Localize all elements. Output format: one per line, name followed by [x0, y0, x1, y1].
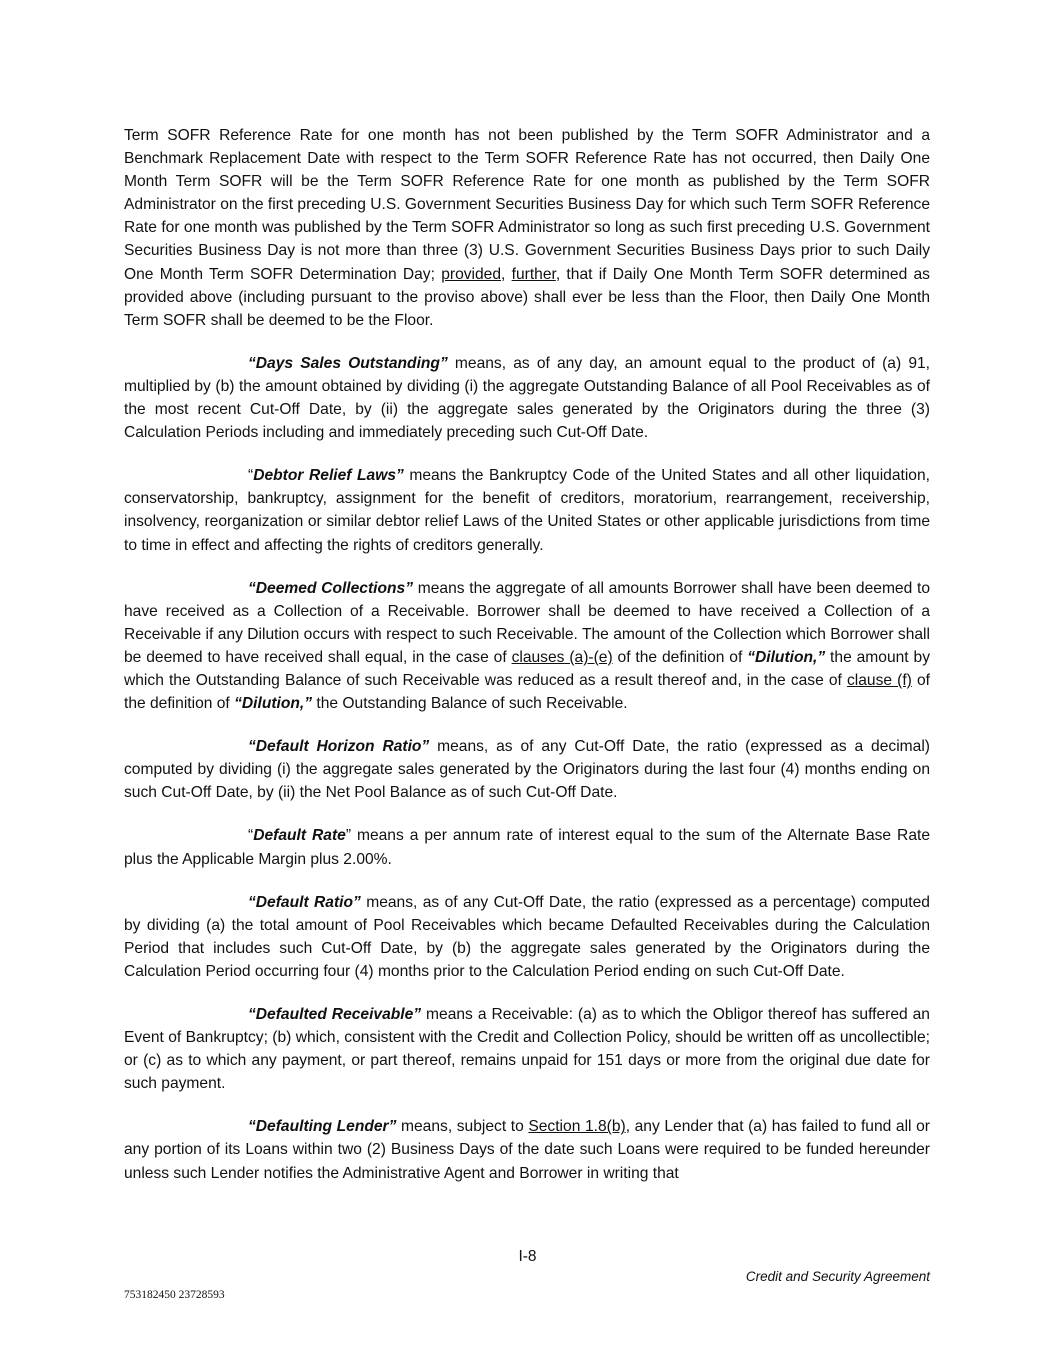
text: the amount by which the Outstanding Balance of such Receivable was reduced as a result thereof and, in the case of: [124, 648, 930, 689]
text: means a Receivable: (a) as to which the Obligor thereof has suffered an Event of Bankruptcy; (b) which, consistent with the Credit and Collection Policy, should be written off as uncollectible; or (c) as to which any payment, or part thereof, remains unpaid for 151 days or more from the original due date for such payment.: [124, 1006, 930, 1093]
definition-deemed-collections: [124, 577, 930, 716]
definition-defaulted-receivable: [124, 1003, 930, 1095]
definition-default-rate: [124, 824, 930, 870]
defined-term: “Dilution,”: [234, 695, 313, 713]
text: Term SOFR Reference Rate for one month has not been published by the Term SOFR Administrator and a Benchmark Replacement Date with respect to the Term SOFR Reference Rate has not occurred, then Daily One Month Term SOFR will be the Term SOFR Reference Rate for one month as published by the Term SOFR Administrator on the first preceding U.S. Government Securities Business Day for which such Term SOFR Reference Rate for one month was published by the Term SOFR Administrator so long as such first preceding U.S. Government Securities Business Day is not more than three (3) U.S. Government Securities Business Days prior to such Daily One Month Term SOFR Determination Day;: [124, 127, 930, 283]
defined-term: Default Rate: [253, 827, 346, 845]
text: means, as of any Cut-Off Date, the ratio (expressed as a percentage) computed by dividing (a) the total amount of Pool Receivables which became Defaulted Receivables during the Calculation Period that includes such Cut-Off Date, by (b) the aggregate sales generated by the Originators during the Calculation Period occurring four (4) months prior to the Calculation Period ending on such Cut-Off Date.: [124, 893, 930, 980]
defined-term: “Default Ratio”: [248, 893, 361, 911]
text: means, as of any Cut-Off Date, the ratio (expressed as a decimal) computed by dividing (i) the aggregate sales generated by the Originators during the last four (4) months ending on such Cut-Off Date, by (ii) the Net Pool Balance as of such Cut-Off Date.: [124, 738, 930, 802]
clause-reference: clause (f): [846, 671, 912, 689]
underlined-term: further: [511, 265, 556, 283]
text: ” means a per annum rate of interest equal to the sum of the Alternate Base Rate plus the Applicable Margin plus 2.00%.: [124, 827, 930, 868]
document-id: 753182450 23728593: [124, 1289, 225, 1301]
defined-term: “Default Horizon Ratio”: [248, 738, 430, 756]
quote: “: [248, 467, 254, 485]
section-reference: Section 1.8(b): [528, 1118, 626, 1136]
defined-term: Debtor Relief Laws”: [253, 467, 404, 485]
definition-default-horizon-ratio: [124, 735, 930, 804]
text: , any Lender that (a) has failed to fund all or any portion of its Loans within two (2) Business Days of the date such Loans were required to be funded hereunder unless such Lender notifies the Administrative Agent and Borrower in writing that: [124, 1118, 930, 1182]
clause-reference: clauses (a)-(e): [511, 648, 613, 666]
underlined-term: provided: [441, 265, 502, 283]
text: ,: [501, 265, 512, 283]
quote: “: [248, 827, 254, 845]
text: means the aggregate of all amounts Borrower shall have been deemed to have received as a Collection of a Receivable. Borrower shall be deemed to have received a Collection of a Receivable if any Dilution occurs with respect to such Receivable. The amount of the Collection which Borrower shall be deemed to have received shall equal, in the case of: [124, 579, 930, 666]
text: of the definition of: [612, 648, 748, 666]
defined-term: “Dilution,”: [747, 648, 826, 666]
defined-term: “Defaulting Lender”: [248, 1118, 397, 1136]
text: means the Bankruptcy Code of the United States and all other liquidation, conservatorship, bankruptcy, assignment for the benefit of creditors, moratorium, rearrangement, receivership, insolvency, reorganization or similar debtor relief Laws of the United States or other applicable jurisdictions from time to time in effect and affecting the rights of creditors generally.: [124, 467, 930, 554]
defined-term: “Defaulted Receivable”: [248, 1006, 422, 1023]
paragraph-sofr-continuation: [124, 124, 930, 332]
text: means, subject to: [396, 1118, 529, 1136]
definition-debtor-relief-laws: [124, 464, 930, 556]
text: means, as of any day, an amount equal to the product of (a) 91, multiplied by (b) the amount obtained by dividing (i) the aggregate Outstanding Balance of all Pool Receivables as of the most recent Cut-Off Date, by (ii) the aggregate sales generated by the Originators during the three (3) Calculation Periods including and immediately preceding such Cut-Off Date.: [124, 354, 931, 442]
defined-term: “Days Sales Outstanding”: [248, 354, 448, 372]
text: of the definition of: [124, 671, 930, 713]
document-body: [124, 124, 930, 1205]
definition-days-sales-outstanding: [124, 352, 930, 444]
text: , that if Daily One Month Term SOFR determined as provided above (including pursuant to the proviso above) shall ever be less than the Floor, then Daily One Month Term SOFR shall be deemed to be the Floor.: [124, 265, 930, 329]
footer-document-title: Credit and Security Agreement: [745, 1269, 930, 1284]
defined-term: “Deemed Collections”: [248, 579, 414, 597]
page-number: I-8: [518, 1248, 537, 1265]
definition-default-ratio: [124, 891, 930, 983]
text: the Outstanding Balance of such Receivable.: [312, 695, 628, 713]
definition-defaulting-lender: [124, 1115, 930, 1184]
